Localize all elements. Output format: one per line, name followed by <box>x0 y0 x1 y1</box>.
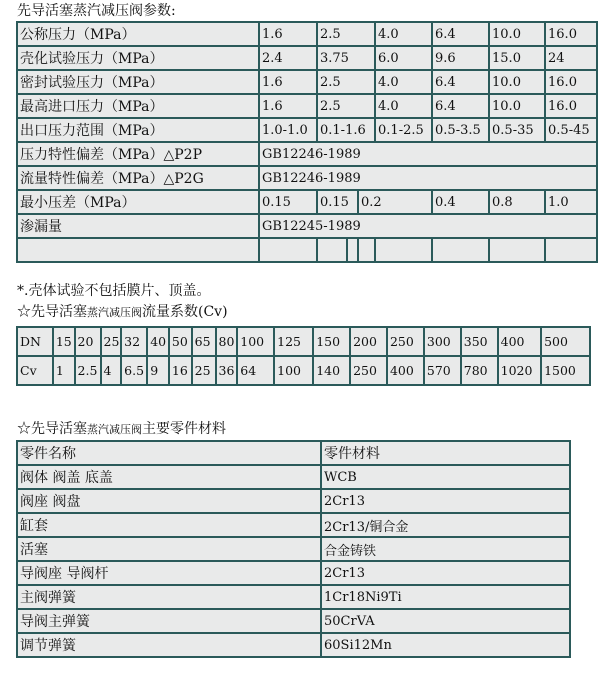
table-cell: 1.0-1.0 <box>259 118 317 142</box>
table2-title-small: 蒸汽减压阀 <box>87 306 142 319</box>
table-row <box>17 465 570 489</box>
table3-title-small: 蒸汽减压阀 <box>87 423 142 436</box>
table-row <box>17 537 570 561</box>
table-row <box>17 70 597 94</box>
table-cell: 300 <box>424 327 461 356</box>
row-label: 密封试验压力（MPa） <box>17 70 259 94</box>
table-header-row <box>17 441 570 465</box>
part-material: 50CrVA <box>321 609 570 633</box>
table-cell: 6.4 <box>432 22 489 46</box>
table-cell: 20 <box>75 327 101 356</box>
row-label: 压力特性偏差（MPa）△P2P <box>17 142 259 166</box>
table-cell: 500 <box>541 327 590 356</box>
part-material: 2Cr13 <box>321 561 570 585</box>
row-label: Cv <box>17 356 53 385</box>
flow-coefficient-table <box>16 326 591 386</box>
table-cell: 4.0 <box>375 94 432 118</box>
parameters-table <box>16 21 598 263</box>
table-cell: 1.0 <box>545 190 597 214</box>
part-name: 缸套 <box>17 513 321 537</box>
table1-note: *.壳体试验不包括膜片、顶盖。 <box>17 283 211 299</box>
table-cell <box>375 238 432 262</box>
row-label: 出口压力范围（MPa） <box>17 118 259 142</box>
table3-title <box>17 421 226 438</box>
part-name: 主阀弹簧 <box>17 585 321 609</box>
table-cell: 2.4 <box>259 46 317 70</box>
part-name: 阀座 阀盘 <box>17 489 321 513</box>
part-material: 60Si12Mn <box>321 633 570 657</box>
table-row <box>17 585 570 609</box>
table-cell: 36 <box>216 356 238 385</box>
table2-title-prefix: ☆先导活塞 <box>17 304 87 320</box>
row-label <box>17 238 259 262</box>
table-cell: 65 <box>192 327 216 356</box>
table-cell: 4.0 <box>375 70 432 94</box>
part-material: 2Cr13/铜合金 <box>321 513 570 537</box>
table-cell <box>358 238 375 262</box>
table-cell: 200 <box>350 327 387 356</box>
table-row <box>17 142 597 166</box>
row-value: GB12246-1989 <box>259 166 597 190</box>
table-cell: 1.6 <box>259 70 317 94</box>
table-row <box>17 633 570 657</box>
table-cell: 16.0 <box>545 94 597 118</box>
table2-title <box>17 304 228 321</box>
table-cell: 15.0 <box>489 46 545 70</box>
table3-title-suffix: 主要零件材料 <box>142 421 226 437</box>
part-name: 活塞 <box>17 537 321 561</box>
materials-table <box>16 440 571 658</box>
column-header: 零件材料 <box>321 441 570 465</box>
table-cell: 9 <box>147 356 169 385</box>
table-cell: 140 <box>313 356 350 385</box>
table-cell: 0.15 <box>317 190 358 214</box>
table-cell: 125 <box>274 327 313 356</box>
table-cell: 4.0 <box>375 22 432 46</box>
table-cell: 80 <box>216 327 238 356</box>
table-row <box>17 22 597 46</box>
part-material: 合金铸铁 <box>321 537 570 561</box>
table-cell: 16.0 <box>545 70 597 94</box>
table-row <box>17 513 570 537</box>
row-value: GB12245-1989 <box>259 214 597 238</box>
table-cell: 1.6 <box>259 94 317 118</box>
part-name: 导阀座 导阀杆 <box>17 561 321 585</box>
table-cell: 1020 <box>498 356 541 385</box>
table-cell: 250 <box>350 356 387 385</box>
column-header: 零件名称 <box>17 441 321 465</box>
table-cell: 780 <box>461 356 498 385</box>
row-label: 最高进口压力（MPa） <box>17 94 259 118</box>
table-cell: 10.0 <box>489 22 545 46</box>
row-value: GB12246-1989 <box>259 142 597 166</box>
table-cell: 0.4 <box>432 190 489 214</box>
table-cell: 100 <box>274 356 313 385</box>
table-cell: 0.5-35 <box>489 118 545 142</box>
table-cell <box>347 238 358 262</box>
table-cell: 2.5 <box>317 94 375 118</box>
table-cell: 1500 <box>541 356 590 385</box>
part-material: 1Cr18Ni9Ti <box>321 585 570 609</box>
table-cell: 64 <box>237 356 274 385</box>
table-cell: 6.4 <box>432 70 489 94</box>
table-cell: 0.5-3.5 <box>432 118 489 142</box>
table-cell: 1.6 <box>259 22 317 46</box>
table-cell: 350 <box>461 327 498 356</box>
row-label: DN <box>17 327 53 356</box>
table1-title: 先导活塞蒸汽减压阀参数: <box>17 3 176 19</box>
table3-title-prefix: ☆先导活塞 <box>17 421 87 437</box>
table-cell: 0.2 <box>358 190 432 214</box>
table-cell: 6.5 <box>121 356 147 385</box>
table-cell: 25 <box>192 356 216 385</box>
table-cell: 2.5 <box>75 356 101 385</box>
table-cell: 25 <box>101 327 122 356</box>
table-cell: 1 <box>53 356 75 385</box>
row-label: 最小压差（MPa） <box>17 190 259 214</box>
table-cell: 6.4 <box>432 94 489 118</box>
part-material: 2Cr13 <box>321 489 570 513</box>
table-cell: 24 <box>545 46 597 70</box>
table-row <box>17 214 597 238</box>
table-cell: 3.75 <box>317 46 375 70</box>
table-cell: 0.8 <box>489 190 545 214</box>
part-name: 阀体 阀盖 底盖 <box>17 465 321 489</box>
table-row <box>17 489 570 513</box>
table-row <box>17 356 590 385</box>
table-row <box>17 327 590 356</box>
table-row <box>17 190 597 214</box>
table-row <box>17 238 597 262</box>
table-row <box>17 609 570 633</box>
table-cell: 570 <box>424 356 461 385</box>
part-name: 导阀主弹簧 <box>17 609 321 633</box>
table-cell: 10.0 <box>489 70 545 94</box>
table-cell: 250 <box>387 327 424 356</box>
table-cell: 4 <box>101 356 122 385</box>
table-cell: 150 <box>313 327 350 356</box>
table-cell: 16 <box>169 356 192 385</box>
table2-title-suffix: 流量系数(Cv) <box>142 304 228 320</box>
table-cell: 100 <box>237 327 274 356</box>
table-cell <box>489 238 545 262</box>
table-cell: 9.6 <box>432 46 489 70</box>
part-material: WCB <box>321 465 570 489</box>
row-label: 壳化试验压力（MPa） <box>17 46 259 70</box>
table-cell: 10.0 <box>489 94 545 118</box>
table-cell: 32 <box>121 327 147 356</box>
table-cell <box>545 238 597 262</box>
table-cell: 15 <box>53 327 75 356</box>
row-label: 公称压力（MPa） <box>17 22 259 46</box>
table-row <box>17 118 597 142</box>
table-cell: 40 <box>147 327 169 356</box>
table-cell: 6.0 <box>375 46 432 70</box>
table-cell: 2.5 <box>317 22 375 46</box>
row-label: 流量特性偏差（MPa）△P2G <box>17 166 259 190</box>
table-row <box>17 561 570 585</box>
table-cell <box>432 238 489 262</box>
table-cell: 50 <box>169 327 192 356</box>
table-cell: 400 <box>387 356 424 385</box>
table-cell: 0.1-2.5 <box>375 118 432 142</box>
table-row <box>17 166 597 190</box>
table-cell: 400 <box>498 327 541 356</box>
table-cell: 16.0 <box>545 22 597 46</box>
table-cell: 0.15 <box>259 190 317 214</box>
table-cell <box>259 238 317 262</box>
table-row <box>17 94 597 118</box>
table-cell: 0.5-45 <box>545 118 597 142</box>
table-cell: 2.5 <box>317 70 375 94</box>
table-row <box>17 46 597 70</box>
part-name: 调节弹簧 <box>17 633 321 657</box>
row-label: 渗漏量 <box>17 214 259 238</box>
table-cell <box>317 238 347 262</box>
table-cell: 0.1-1.6 <box>317 118 375 142</box>
